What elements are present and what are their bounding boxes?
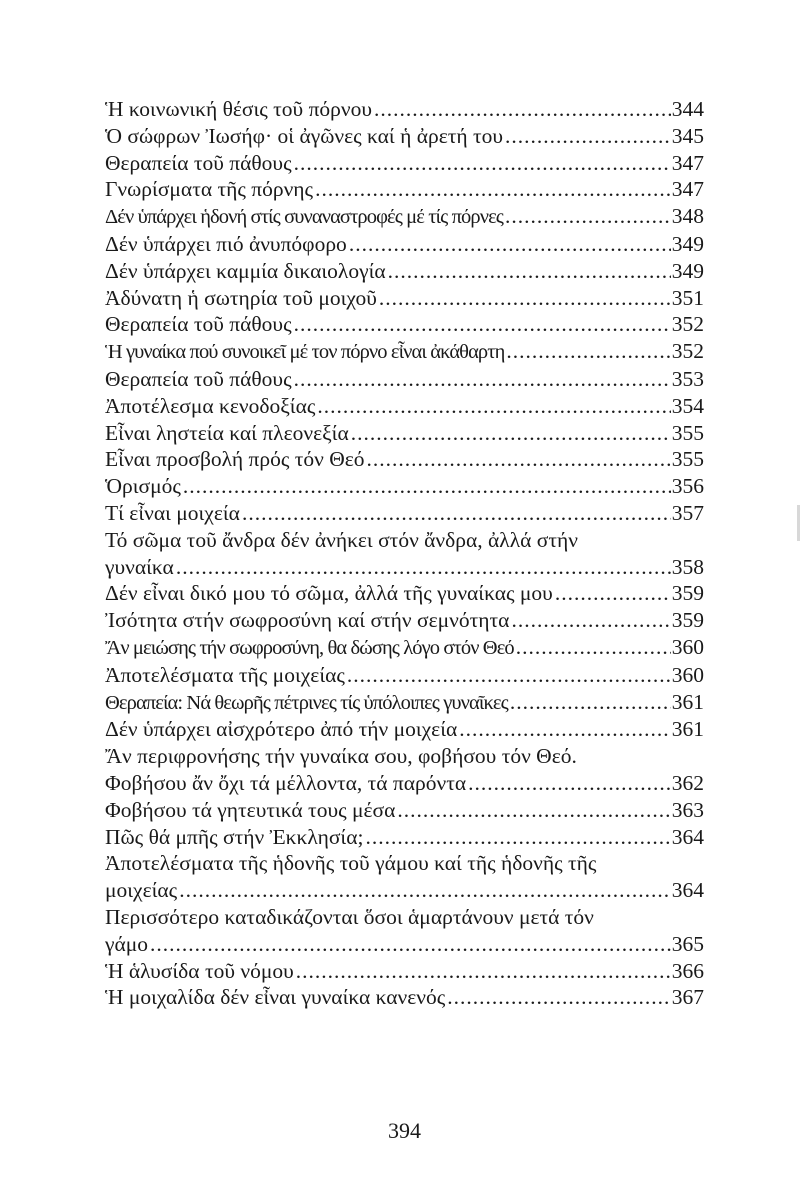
toc-entry-title: Δέν ὑπάρχει πιό ἀνυπόφορο — [105, 231, 347, 256]
scan-edge-mark — [797, 505, 800, 541]
toc-page-number: 349 — [671, 231, 704, 256]
dot-leader — [367, 446, 671, 473]
toc-entry-headline: Τό σῶμα τοῦ ἄνδρα δέν ἀνήκει στόν ἄνδρα, ἀλλά στήν — [105, 527, 578, 552]
toc-page-number: 366 — [671, 958, 704, 983]
toc-page-number: 359 — [671, 608, 704, 633]
toc-entry — [105, 634, 704, 662]
dot-leader — [183, 473, 671, 500]
toc-entry-title: Ἡ ἁλυσίδα τοῦ νόμου — [105, 958, 294, 983]
toc-row — [105, 770, 704, 797]
dot-leader — [397, 797, 670, 824]
toc-page-number: 361 — [671, 717, 704, 742]
page-number-footer: 394 — [388, 1118, 421, 1143]
toc-entry-title: Δέν ὑπάρχει αἰσχρότερο ἀπό τήν μοιχεία — [105, 717, 458, 742]
dot-leader — [294, 311, 671, 338]
dot-leader — [294, 366, 671, 393]
toc-page-number: 351 — [671, 285, 704, 310]
toc-entry — [105, 743, 704, 797]
toc-page-number: 347 — [671, 177, 704, 202]
toc-entry — [105, 311, 704, 338]
toc-page-number: 352 — [671, 339, 704, 364]
toc-entry — [105, 258, 704, 285]
toc-row — [105, 366, 704, 393]
toc-row — [105, 338, 704, 366]
dot-leader — [379, 285, 671, 312]
toc-entry — [105, 662, 704, 689]
toc-row — [105, 634, 704, 662]
dot-leader — [447, 984, 670, 1011]
toc-row — [105, 285, 704, 312]
dot-leader — [516, 634, 671, 661]
toc-entry-title: Πῶς θά μπῆς στήν Ἐκκλησία; — [105, 824, 364, 849]
toc-row — [105, 877, 704, 904]
toc-page-number: 361 — [671, 689, 704, 714]
toc-entry — [105, 716, 704, 743]
toc-entry-title: Ὁρισμός — [105, 474, 181, 499]
toc-entry — [105, 527, 704, 581]
toc-row — [105, 716, 704, 743]
dot-leader — [317, 393, 670, 420]
toc-page-number: 356 — [671, 474, 704, 499]
toc-entry-title: Ἀδύνατη ἡ σωτηρία τοῦ μοιχοῦ — [105, 285, 377, 310]
toc-entry-title: Ἀποτελέσματα τῆς μοιχείας — [105, 662, 345, 687]
toc-row — [105, 662, 704, 689]
toc-entry-title: Εἶναι ληστεία καί πλεονεξία — [105, 420, 349, 445]
toc-page-number: 355 — [671, 420, 704, 445]
table-of-contents — [105, 96, 704, 1011]
toc-entry — [105, 176, 704, 203]
toc-page-number: 367 — [671, 985, 704, 1010]
toc-entry-headline: Ἀποτελέσματα τῆς ἡδονῆς τοῦ γάμου καί τῆς ἡδονῆς τῆς — [105, 851, 597, 876]
toc-page-number: 362 — [671, 770, 704, 795]
toc-entry-title: Φοβήσου τά γητευτικά τους μέσα — [105, 797, 396, 822]
toc-entry-title: Ἡ κοινωνική θέσις τοῦ πόρνου — [105, 97, 373, 121]
dot-leader — [506, 338, 670, 365]
toc-row — [105, 931, 704, 958]
toc-entry — [105, 420, 704, 447]
toc-entry-title: Φοβήσου ἄν ὄχι τά μέλλοντα, τά παρόντα — [105, 770, 467, 795]
dot-leader — [468, 770, 671, 797]
toc-page-number: 359 — [671, 581, 704, 606]
dot-leader — [242, 500, 671, 527]
toc-page-number: 364 — [671, 824, 704, 849]
toc-entry-title: Τί εἶναι μοιχεία — [105, 500, 240, 525]
toc-page-number: 347 — [671, 150, 704, 175]
toc-entry — [105, 689, 704, 717]
toc-row — [105, 176, 704, 203]
toc-row — [105, 96, 704, 123]
toc-row — [105, 231, 704, 258]
dot-leader — [179, 877, 671, 904]
toc-row — [105, 258, 704, 285]
toc-page-number: 357 — [671, 500, 704, 525]
toc-entry-title: Ἰσότητα στήν σωφροσύνη καί στήν σεμνότητα — [105, 608, 510, 633]
dot-leader — [555, 580, 671, 607]
toc-page-number: 353 — [671, 366, 704, 391]
toc-entry — [105, 285, 704, 312]
toc-entry — [105, 797, 704, 824]
toc-row — [105, 824, 704, 851]
toc-entry — [105, 500, 704, 527]
dot-leader — [315, 176, 671, 203]
toc-entry-title: Ἡ γυναίκα πού συνοικεῖ μέ τον πόρνο εἶναι ἀκάθαρτη — [105, 341, 505, 364]
dot-leader — [374, 96, 671, 123]
toc-entry-title: μοιχείας — [105, 878, 178, 903]
toc-page-number: 345 — [671, 123, 704, 148]
toc-row — [105, 123, 704, 150]
dot-leader — [150, 931, 671, 958]
toc-entry-title: Δέν ὑπάρχει καμμία δικαιολογία — [105, 258, 386, 283]
toc-page-number: 354 — [671, 393, 704, 418]
toc-row — [105, 554, 704, 581]
toc-page-number: 344 — [671, 97, 704, 121]
toc-page-number: 360 — [671, 634, 704, 659]
toc-entry-title: Ἡ μοιχαλίδα δέν εἶναι γυναίκα κανενός — [105, 985, 446, 1010]
toc-row — [105, 420, 704, 447]
toc-entry — [105, 338, 704, 366]
toc-entry-title: Δέν ὑπάρχει ἡδονή στίς συναναστροφές μέ τίς πόρνες — [105, 206, 504, 229]
dot-leader — [351, 420, 671, 447]
toc-entry — [105, 984, 704, 1011]
toc-page-number: 352 — [671, 312, 704, 337]
dot-leader — [176, 554, 671, 581]
toc-entry — [105, 123, 704, 150]
toc-row — [105, 203, 704, 231]
toc-entry — [105, 96, 704, 123]
toc-page-number: 363 — [671, 797, 704, 822]
dot-leader — [510, 689, 671, 716]
toc-entry-title: Γνωρίσματα τῆς πόρνης — [105, 177, 314, 202]
toc-page-number: 355 — [671, 447, 704, 472]
toc-entry — [105, 850, 704, 904]
toc-page-number: 348 — [671, 204, 704, 229]
toc-page-number: 358 — [671, 554, 704, 579]
toc-page-number: 365 — [671, 931, 704, 956]
toc-entry — [105, 904, 704, 958]
toc-entry — [105, 958, 704, 985]
dot-leader — [459, 716, 670, 743]
toc-entry-title: Εἶναι προσβολή πρός τόν Θεό — [105, 447, 365, 472]
toc-entry — [105, 607, 704, 634]
dot-leader — [388, 258, 671, 285]
toc-row — [105, 473, 704, 500]
toc-row — [105, 446, 704, 473]
toc-entry — [105, 366, 704, 393]
dot-leader — [365, 824, 670, 851]
toc-entry — [105, 393, 704, 420]
toc-entry — [105, 824, 704, 851]
toc-row — [105, 797, 704, 824]
toc-page-number: 349 — [671, 258, 704, 283]
toc-row — [105, 311, 704, 338]
toc-row — [105, 607, 704, 634]
toc-row — [105, 580, 704, 607]
toc-entry — [105, 580, 704, 607]
toc-entry-title: γάμο — [105, 931, 149, 956]
dot-leader — [294, 150, 671, 177]
toc-entry-title: Ἄν μειώσης τήν σωφροσύνη, θα δώσης λόγο στόν Θεό — [105, 636, 514, 659]
toc-row — [105, 150, 704, 177]
toc-entry-title: Ὁ σώφρων Ἰωσήφ· οἱ ἀγῶνες καί ἡ ἀρετή του — [105, 123, 504, 148]
toc-entry-headline: Περισσότερο καταδικάζονται ὅσοι ἁμαρτάνουν μετά τόν — [105, 904, 594, 929]
toc-entry — [105, 473, 704, 500]
dot-leader — [347, 662, 671, 689]
toc-entry-title: γυναίκα — [105, 554, 174, 579]
toc-row — [105, 689, 704, 717]
toc-entry-title: Θεραπεία τοῦ πάθους — [105, 312, 292, 337]
toc-entry-title: Ἀποτέλεσμα κενοδοξίας — [105, 393, 316, 418]
toc-page-number: 360 — [671, 662, 704, 687]
dot-leader — [505, 203, 671, 230]
toc-row — [105, 984, 704, 1011]
toc-entry-title: Θεραπεία τοῦ πάθους — [105, 366, 292, 391]
dot-leader — [349, 231, 671, 258]
dot-leader — [511, 607, 670, 634]
toc-row — [105, 500, 704, 527]
toc-entry — [105, 203, 704, 231]
toc-entry-title: Δέν εἶναι δικό μου τό σῶμα, ἀλλά τῆς γυναίκας μου — [105, 581, 553, 606]
toc-entry-title: Θεραπεία τοῦ πάθους — [105, 150, 292, 175]
toc-row — [105, 393, 704, 420]
toc-entry-headline: Ἄν περιφρονήσης τήν γυναίκα σου, φοβήσου τόν Θεό. — [105, 744, 577, 769]
toc-entry-title: Θεραπεία: Νά θεωρῆς πέτρινες τίς ὑπόλοιπες γυναῖκες — [105, 691, 508, 714]
toc-entry — [105, 446, 704, 473]
dot-leader — [296, 958, 671, 985]
toc-page-number: 364 — [671, 878, 704, 903]
toc-row — [105, 958, 704, 985]
dot-leader — [505, 123, 671, 150]
toc-entry — [105, 150, 704, 177]
toc-entry — [105, 231, 704, 258]
